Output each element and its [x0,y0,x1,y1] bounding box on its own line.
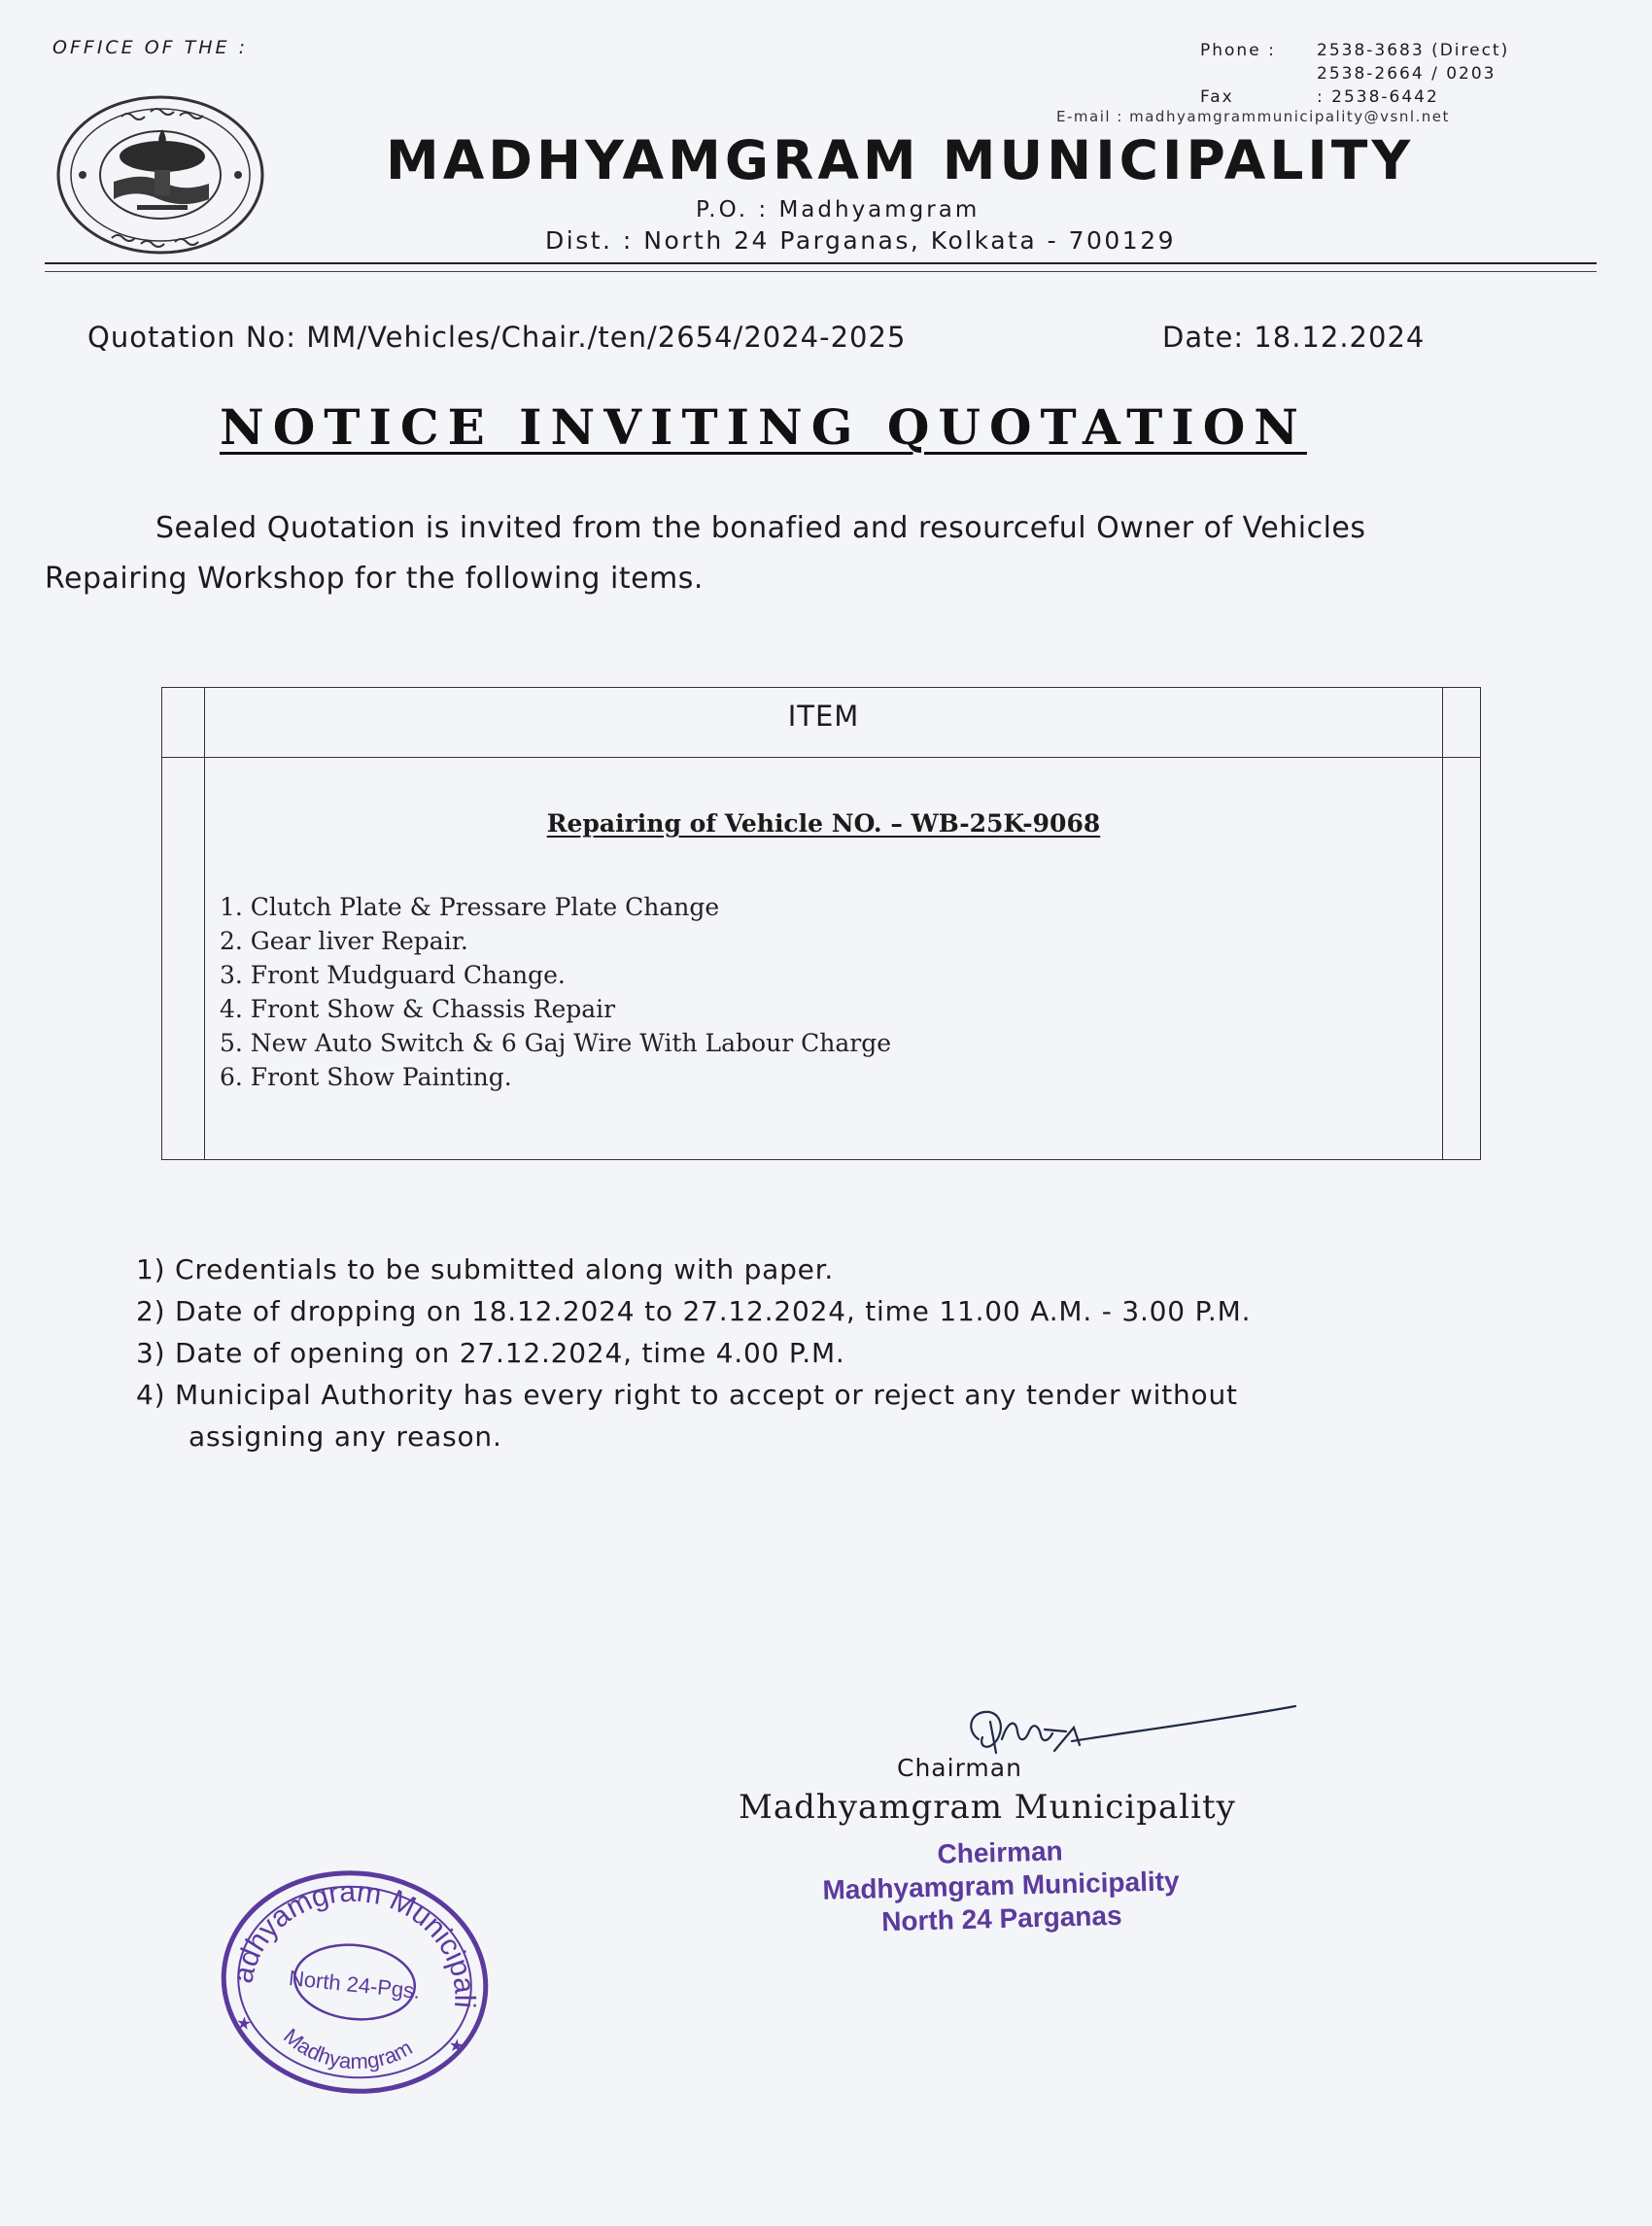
district-address: Dist. : North 24 Parganas, Kolkata - 700129 [545,226,1177,255]
stamp-line-district: North 24 Parganas [880,1900,1122,1937]
table-left-column-rule [204,688,205,1159]
stamp-line-organization: Madhyamgram Municipality [822,1866,1180,1905]
list-item: 1. Clutch Plate & Pressare Plate Change [220,893,720,921]
fax-number: : 2538-6442 [1317,87,1439,107]
phone-other: 2538-2664 / 0203 [1317,64,1497,84]
table-right-column-rule [1442,688,1443,1159]
seal-center-text: North 24-Pgs. [287,1965,422,2004]
signatory-organization: Madhyamgram Municipality [739,1788,1236,1827]
condition-item-continuation: assigning any reason. [189,1421,502,1453]
notice-heading: NOTICE INVITING QUOTATION [220,398,1307,456]
designation-stamp [772,1831,1231,1941]
svg-text:★: ★ [234,2012,254,2036]
seal-ring-text: Madhyamgram Municipality [226,1875,481,2009]
condition-item: 4) Municipal Authority has every right to accept or reject any tender without [136,1379,1238,1411]
quotation-number: Quotation No: MM/Vehicles/Chair./ten/2654/2024-2025 [87,321,907,354]
condition-item: 2) Date of dropping on 18.12.2024 to 27.12.2024, time 11.00 A.M. - 3.00 P.M. [136,1295,1252,1327]
post-office: P.O. : Madhyamgram [696,197,981,223]
list-item: 3. Front Mudguard Change. [220,961,566,989]
seal-bottom-text: Madhyamgram [279,2023,417,2074]
item-column-header: ITEM [787,700,860,733]
letterhead-rule-thin [45,271,1597,272]
condition-item: 1) Credentials to be submitted along with paper. [136,1253,835,1285]
quotation-date: Date: 18.12.2024 [1162,321,1426,354]
conditions-list [136,1249,1251,1457]
vehicle-subtitle [205,809,1442,838]
municipality-emblem-icon [53,92,267,261]
list-item: 4. Front Show & Chassis Repair [220,995,616,1023]
contact-block [1200,39,1509,109]
vehicle-subtitle-text: Repairing of Vehicle NO. – WB-25K-9068 [546,809,1101,838]
list-item: 6. Front Show Painting. [220,1063,512,1091]
stamp-line-title: Cheirman [937,1835,1064,1869]
svg-text:★: ★ [447,2035,465,2058]
email-address: E-mail : madhyamgrammunicipality@vsnl.net [1056,108,1450,125]
repair-items-list [220,890,891,1094]
municipality-name: MADHYAMGRAM MUNICIPALITY [386,129,1415,191]
list-item: 5. New Auto Switch & 6 Gaj Wire With Labour Charge [220,1029,891,1057]
letterhead-rule [45,262,1597,264]
list-item: 2. Gear liver Repair. [220,927,468,955]
phone-label: Phone : [1200,41,1276,60]
phone-direct: 2538-3683 (Direct) [1317,41,1510,60]
table-header-rule [162,757,1480,758]
item-table [161,687,1481,1160]
office-of-the-label: OFFICE OF THE : [52,37,248,58]
signatory-title: Chairman [897,1754,1022,1782]
intro-paragraph: Sealed Quotation is invited from the bonafied and resourceful Owner of Vehicles Repairing Workshop for the following items. [45,511,1366,596]
condition-item: 3) Date of opening on 27.12.2024, time 4.00 P.M. [136,1337,845,1369]
fax-label: Fax [1200,87,1234,107]
municipality-seal [214,1866,496,2103]
